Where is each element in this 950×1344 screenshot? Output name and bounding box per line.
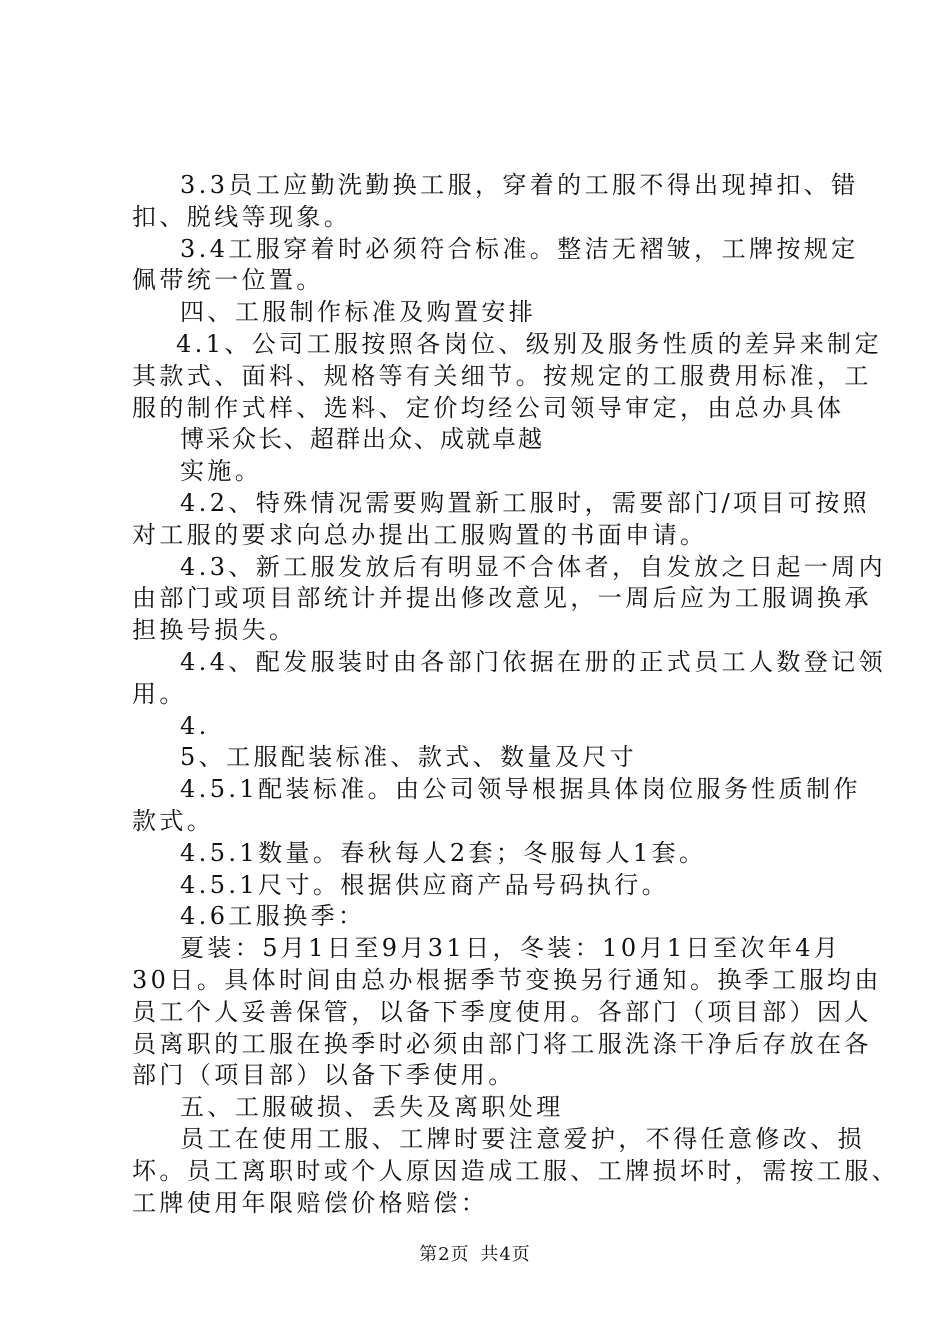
text-line: 四、工服制作标准及购置安排 [180, 298, 537, 327]
text-line: 4.3、新工服发放后有明显不合体者，自发放之日起一周内 [180, 552, 886, 581]
text-line: 员离职的工服在换季时必须由部门将工服洗涤干净后存放在各 [132, 1029, 872, 1058]
text-line: 5、工服配装标准、款式、数量及尺寸 [180, 743, 638, 772]
text-line: 五、工服破损、丢失及离职处理 [180, 1093, 564, 1122]
page-number: 第2页 [419, 1244, 470, 1265]
text-line: 员工个人妥善保管，以备下季度使用。各部门（项目部）因人 [132, 997, 872, 1026]
text-line: 由部门或项目部统计并提出修改意见，一周后应为工服调换承 [132, 584, 872, 613]
text-line: 30日。具体时间由总办根据季节变换另行通知。换季工服均由 [132, 965, 882, 994]
text-line: 4.5.1尺寸。根据供应商产品号码执行。 [180, 870, 670, 899]
text-line: 员工在使用工服、工牌时要注意爱护，不得任意修改、损 [180, 1124, 865, 1153]
text-line: 4.5.1数量。春秋每人2套；冬服每人1套。 [180, 838, 707, 867]
text-line: 对工服的要求向总办提出工服购置的书面申请。 [132, 520, 708, 549]
text-line: 4.1、公司工服按照各岗位、级别及服务性质的差异来制定 [176, 329, 882, 358]
text-line: 4.6工服换季： [180, 902, 366, 931]
text-line: 4.4、配发服装时由各部门依据在册的正式员工人数登记领 [180, 647, 886, 676]
page-total: 共4页 [480, 1244, 531, 1265]
text-line: 服的制作式样、选料、定价均经公司领导审定，由总办具体 [132, 393, 845, 422]
text-line: 其款式、面料、规格等有关细节。按规定的工服费用标准，工 [132, 361, 872, 390]
text-line: 3.3员工应勤洗勤换工服，穿着的工服不得出现掉扣、错 [180, 171, 859, 199]
text-line: 工牌使用年限赔偿价格赔偿： [132, 1188, 489, 1217]
text-line: 4. [180, 711, 210, 740]
text-line: 部门（项目部）以备下季使用。 [132, 1061, 516, 1090]
text-line: 扣、脱线等现象。 [132, 202, 352, 231]
text-line: 款式。 [132, 806, 215, 835]
text-line: 实施。 [180, 457, 263, 486]
text-line: 佩带统一位置。 [132, 266, 324, 295]
slogan-line: 博采众长、超群出众、成就卓越 [180, 425, 544, 454]
text-line: 用。 [132, 679, 187, 708]
document-body [132, 170, 900, 1219]
text-line: 4.5.1配装标准。由公司领导根据具体岗位服务性质制作 [180, 775, 861, 804]
text-line: 夏装：5月1日至9月31日，冬装：10月1日至次年4月 [180, 934, 842, 963]
text-line: 4.2、特殊情况需要购置新工服时，需要部门/项目可按照 [180, 488, 871, 517]
page-footer [0, 1240, 950, 1266]
text-line: 3.4工服穿着时必须符合标准。整洁无褶皱，工牌按规定 [180, 234, 859, 263]
text-line: 担换号损失。 [132, 616, 297, 645]
text-line: 坏。员工离职时或个人原因造成工服、工牌损坏时，需按工服、 [132, 1156, 900, 1185]
